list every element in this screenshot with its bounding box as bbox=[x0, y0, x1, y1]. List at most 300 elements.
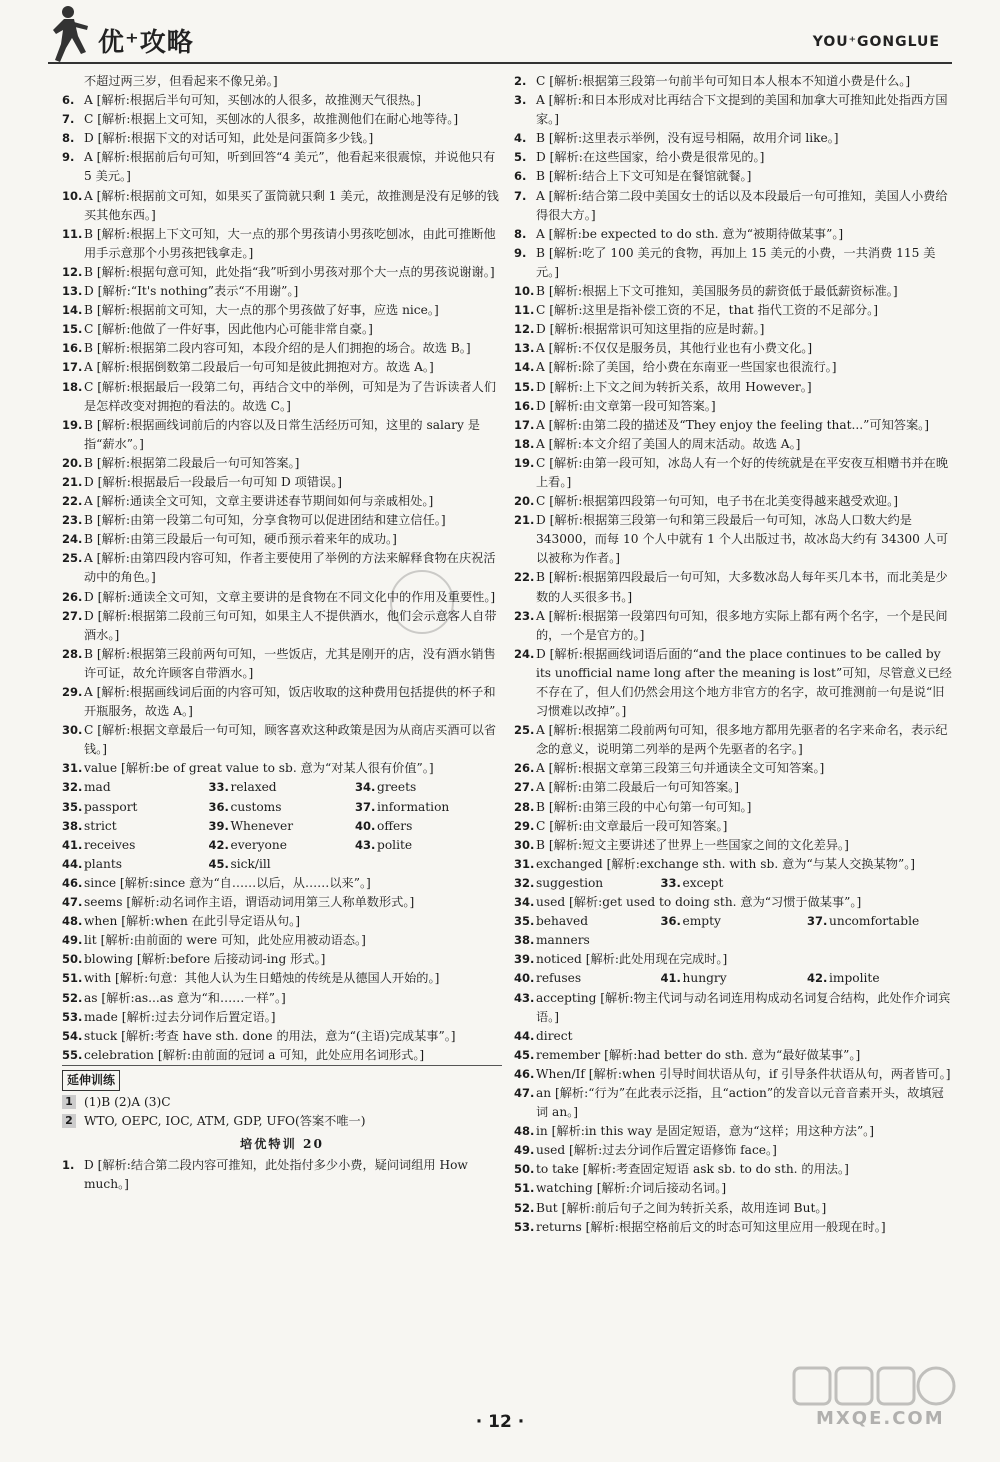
answer-number: 15. bbox=[514, 379, 535, 394]
section-title: 培优特训 20 bbox=[240, 1137, 324, 1152]
answer-number: 45. bbox=[514, 1047, 535, 1062]
answer-text: direct bbox=[536, 1028, 573, 1043]
answer-item bbox=[514, 244, 954, 282]
answer-number: 26. bbox=[514, 761, 535, 776]
answer-item bbox=[62, 110, 502, 129]
answer-text: C [解析:根据第三段第一句前半句可知日本人根本不知道小费是什么。] bbox=[536, 74, 911, 88]
answer-text: accepting [解析:物主代词与动名词连用构成动名词复合结构，此处作介词宾语。] bbox=[536, 990, 951, 1024]
answer-row bbox=[62, 817, 502, 836]
answer-item bbox=[62, 549, 502, 587]
answer-text: plants bbox=[84, 856, 122, 871]
answer-text: B [解析:根据上下文可知，大一点的那个男孩请小男孩吃刨冰，由此可推断他用手示意那个小男孩把钱拿走。] bbox=[84, 226, 496, 260]
answer-number: 28. bbox=[514, 799, 535, 814]
answer-number: 24. bbox=[62, 532, 83, 547]
answer-item bbox=[514, 320, 954, 339]
answer-text: as [解析:as...as 意为“和……一样”。] bbox=[84, 990, 286, 1005]
extension-text: (1)B (2)A (3)C bbox=[84, 1094, 171, 1109]
answer-number: 22. bbox=[514, 570, 535, 585]
answer-number: 29. bbox=[62, 685, 83, 699]
answer-number: 47. bbox=[514, 1085, 535, 1100]
answer-number: 23. bbox=[514, 608, 535, 623]
answer-cell bbox=[661, 969, 808, 988]
answer-item bbox=[514, 645, 954, 721]
answer-text: seems [解析:动名词作主语，谓语动词用第三人称单数形式。] bbox=[84, 895, 415, 910]
extension-item bbox=[62, 1112, 502, 1131]
answer-cell bbox=[209, 778, 356, 797]
answer-number: 12. bbox=[62, 264, 83, 279]
answer-cell bbox=[807, 912, 954, 931]
answer-row bbox=[514, 874, 954, 893]
answer-text: B [解析:这里表示举例，没有逗号相隔，故用介词 like。] bbox=[536, 131, 839, 146]
answer-item bbox=[514, 72, 954, 91]
answer-text: A [解析:be expected to do sth. 意为“被期待做某事”。] bbox=[536, 226, 844, 241]
answer-item bbox=[514, 1084, 954, 1122]
extension-text: WTO, OEPC, IOC, ATM, GDP, UFO(答案不唯一) bbox=[84, 1114, 366, 1129]
answer-number: 36. bbox=[660, 914, 681, 929]
answer-number: 27. bbox=[62, 608, 83, 623]
answer-text: stuck [解析:考查 have sth. done 的用法，意为“(主语)完成某事”。] bbox=[84, 1028, 456, 1043]
answer-text: B [解析:吃了 100 美元的食物，再加上 15 美元的小费，一共消费 115 美元。] bbox=[536, 245, 936, 279]
answer-text: polite bbox=[377, 837, 413, 852]
answer-text: A [解析:根据第二段前两句可知，很多地方都用先驱者的名字来命名，表示纪念的意义，说明第二列举的是两个先驱者的名字。] bbox=[536, 723, 948, 757]
answer-text: A [解析:根据倒数第二段最后一句可知是彼此拥抱对方。故选 A。] bbox=[84, 360, 434, 375]
answer-text: D [解析:根据第三段第一句和第三段最后一句可知，冰岛人口数大约是 343000，而每 10 个人中就有 1 个人出版过书，故冰岛大约有 34300 人可以被称为作者。] bbox=[536, 513, 949, 566]
answer-text: C [解析:根据文章最后一句可知，顾客喜欢这种政策是因为从商店买酒可以省钱。] bbox=[84, 723, 497, 757]
answer-item bbox=[62, 607, 502, 645]
answer-cell bbox=[514, 874, 661, 893]
answer-text: with [解析:句意：其他人认为生日蜡烛的传统是从德国人开始的。] bbox=[84, 971, 440, 986]
answer-item bbox=[62, 282, 502, 301]
answer-item bbox=[62, 91, 502, 110]
answer-item bbox=[514, 1046, 954, 1065]
answer-number: 46. bbox=[62, 875, 83, 890]
answer-text: B [解析:短文主要讲述了世界上一些国家之间的文化差异。] bbox=[536, 837, 849, 852]
answer-number: 27. bbox=[514, 780, 535, 795]
answer-number: 29. bbox=[514, 818, 535, 833]
answer-item bbox=[62, 187, 502, 225]
answer-number: 22. bbox=[62, 494, 83, 509]
answer-text: an [解析:“行为”在此表示泛指，且“action”的发音以元音音素开头，故填冠词 an。] bbox=[536, 1085, 944, 1120]
answer-item bbox=[62, 454, 502, 473]
answer-item bbox=[514, 893, 954, 912]
answer-text: A [解析:由第四段内容可知，作者主要使用了举例的方法来解释食物在庆祝活动中的角色。] bbox=[84, 551, 496, 585]
answer-text: B [解析:根据画线词前后的内容以及日常生活经历可知，这里的 salary 是指“薪水”。] bbox=[84, 417, 480, 451]
answer-number: 35. bbox=[514, 914, 535, 929]
answer-text: passport bbox=[84, 799, 138, 814]
answer-item bbox=[514, 950, 954, 969]
answer-number: 21. bbox=[514, 513, 535, 528]
answer-number: 38. bbox=[514, 933, 535, 948]
watermark-text: MXQE.COM bbox=[816, 1408, 945, 1429]
answer-number: 25. bbox=[514, 723, 535, 738]
answer-number: 36. bbox=[208, 799, 229, 814]
answer-number: 11. bbox=[62, 226, 83, 241]
answer-number: 41. bbox=[62, 837, 83, 852]
answer-item bbox=[514, 435, 954, 454]
answer-item bbox=[514, 91, 954, 129]
answer-text: B [解析:由第三段的中心句第一句可知。] bbox=[536, 799, 752, 814]
answer-number: 54. bbox=[62, 1028, 83, 1043]
answer-item bbox=[62, 416, 502, 454]
answer-cell bbox=[355, 836, 502, 855]
answer-text: blowing [解析:before 后接动词-ing 形式。] bbox=[84, 952, 326, 967]
answer-number: 23. bbox=[62, 513, 83, 528]
answer-number: 49. bbox=[62, 933, 83, 948]
answer-cell bbox=[209, 798, 356, 817]
answer-item bbox=[514, 989, 954, 1027]
watermark-logo bbox=[790, 1362, 960, 1432]
answer-text: A [解析:和日本形成对比再结合下文提到的美国和加拿大可推知此处指西方国家。] bbox=[536, 93, 948, 127]
answer-row bbox=[62, 836, 502, 855]
brand-name: YOU⁺GONGLUE bbox=[812, 34, 940, 50]
answer-item bbox=[514, 148, 954, 167]
answer-number: 41. bbox=[660, 971, 681, 986]
right-column bbox=[514, 72, 954, 1237]
answer-number: 47. bbox=[62, 895, 83, 910]
answer-item bbox=[514, 339, 954, 358]
header-rule bbox=[48, 62, 952, 64]
answer-number: 11. bbox=[514, 303, 535, 318]
answer-number: 4. bbox=[514, 131, 527, 146]
answer-number: 34. bbox=[514, 895, 535, 910]
answer-item bbox=[62, 645, 502, 683]
answer-cell bbox=[355, 855, 502, 874]
answer-number: 5. bbox=[514, 150, 527, 165]
answer-number: 38. bbox=[62, 818, 83, 833]
answer-number: 14. bbox=[514, 360, 535, 375]
answer-cell bbox=[62, 836, 209, 855]
answer-text: used [解析:过去分词作后置定语修饰 face。] bbox=[536, 1143, 777, 1158]
answer-cell bbox=[807, 874, 954, 893]
answer-item bbox=[514, 568, 954, 606]
answer-item bbox=[62, 759, 502, 778]
answer-number: 39. bbox=[514, 952, 535, 967]
answer-number: 7. bbox=[514, 188, 527, 203]
answer-number: 31. bbox=[62, 761, 83, 776]
answer-number: 2. bbox=[514, 74, 527, 88]
answer-item bbox=[62, 969, 502, 988]
answer-item bbox=[62, 683, 502, 721]
answer-text: C [解析:这里是指补偿工资的不足，that 指代工资的不足部分。] bbox=[536, 303, 878, 318]
section-divider bbox=[62, 1065, 502, 1066]
extension-label: 延伸训练 bbox=[62, 1070, 120, 1091]
answer-text: A [解析:根据画线词后面的内容可知，饭店收取的这种费用包括提供的杯子和开瓶服务，故选 A。] bbox=[84, 685, 496, 719]
answer-number: 13. bbox=[62, 284, 83, 299]
answer-item bbox=[62, 320, 502, 339]
answer-text: exchanged [解析:exchange sth. with sb. 意为“与某人交换某物”。] bbox=[536, 856, 916, 871]
answer-item bbox=[514, 855, 954, 874]
answer-number: 19. bbox=[62, 417, 83, 432]
answer-text: D [解析:根据画线词语后面的“and the place continues to be called by its unofficial name long after the meaning is lost”可知，尽管意义已经不存在了，但人们仍然会用这个地方非官方的名字，故可推测前一句是说“旧习惯难以改掉”。] bbox=[536, 646, 952, 719]
answer-item bbox=[514, 397, 954, 416]
answer-number: 40. bbox=[355, 818, 376, 833]
book-logo: 优⁺攻略 bbox=[98, 28, 194, 58]
answer-item bbox=[62, 129, 502, 148]
answer-item bbox=[514, 759, 954, 778]
answer-number: 6. bbox=[62, 93, 75, 108]
answer-text: D [解析:根据最后一段最后一句可知 D 项错误。] bbox=[84, 474, 343, 489]
answer-text: B [解析:根据第二段内容可知，本段介绍的是人们拥抱的场合。故选 B。] bbox=[84, 341, 471, 356]
answer-item bbox=[514, 817, 954, 836]
answer-text: relaxed bbox=[230, 780, 277, 795]
answer-item bbox=[62, 263, 502, 282]
answer-number: 48. bbox=[514, 1124, 535, 1139]
answer-number: 42. bbox=[208, 837, 229, 852]
answer-number: 53. bbox=[514, 1219, 535, 1234]
answer-item bbox=[514, 1027, 954, 1046]
answer-row bbox=[62, 798, 502, 817]
answer-cell bbox=[209, 817, 356, 836]
answer-cell bbox=[62, 855, 209, 874]
answer-number: 39. bbox=[208, 818, 229, 833]
answer-text: B [解析:由第一段第二句可知，分享食物可以促进团结和建立信任。] bbox=[84, 513, 446, 528]
answer-text: customs bbox=[230, 799, 282, 814]
answer-text: to take [解析:考查固定短语 ask sb. to do sth. 的用法。] bbox=[536, 1162, 849, 1177]
answer-cell bbox=[62, 817, 209, 836]
answer-cell bbox=[62, 778, 209, 797]
answer-text: D [解析:“It's nothing”表示“不用谢”。] bbox=[84, 284, 299, 299]
answer-item bbox=[514, 607, 954, 645]
answer-text: behaved bbox=[536, 914, 589, 929]
answer-cell bbox=[661, 912, 808, 931]
answer-item bbox=[514, 1065, 954, 1084]
answer-text: D [解析:根据第二段前三句可知，如果主人不提供酒水，他们会示意客人自带酒水。] bbox=[84, 608, 497, 642]
answer-number: 10. bbox=[62, 188, 83, 203]
answer-text: C [解析:由第一段可知，冰岛人有一个好的传统就是在平安夜互相赠书并在晚上看。] bbox=[536, 455, 949, 489]
answer-number: 16. bbox=[62, 341, 83, 356]
answer-number: 9. bbox=[514, 245, 527, 260]
answer-item bbox=[62, 1008, 502, 1027]
answer-item bbox=[514, 1122, 954, 1141]
left-column bbox=[62, 72, 502, 1194]
answer-item bbox=[514, 1141, 954, 1160]
answer-text: A [解析:由第二段最后一句可知答案。] bbox=[536, 780, 740, 795]
answer-text: C [解析:根据第四段第一句可知，电子书在北美变得越来越受欢迎。] bbox=[536, 494, 898, 509]
answer-item bbox=[514, 1199, 954, 1218]
answer-number: 44. bbox=[514, 1028, 535, 1043]
answer-text: value [解析:be of great value to sb. 意为“对某人很有价值”。] bbox=[84, 761, 434, 776]
answer-text: B [解析:由第三段最后一句可知，硬币预示着来年的成功。] bbox=[84, 532, 397, 547]
answer-item bbox=[514, 931, 954, 950]
answer-item bbox=[62, 912, 502, 931]
answer-number: 25. bbox=[62, 551, 83, 566]
answer-text: C [解析:由文章最后一段可知答案。] bbox=[536, 818, 728, 833]
answer-number: 21. bbox=[62, 474, 83, 489]
answer-item bbox=[62, 378, 502, 416]
answer-text: when [解析:when 在此引导定语从句。] bbox=[84, 914, 301, 929]
answer-text: remember [解析:had better do sth. 意为“最好做某事”。] bbox=[536, 1047, 861, 1062]
answer-item bbox=[514, 778, 954, 797]
answer-text: D [解析:通读全文可知，文章主要讲的是食物在不同文化中的作用及重要性。] bbox=[84, 589, 496, 604]
answer-number: 18. bbox=[514, 436, 535, 451]
answer-item bbox=[62, 530, 502, 549]
answer-item bbox=[62, 1156, 502, 1194]
answer-item bbox=[514, 721, 954, 759]
extension-number: 1 bbox=[62, 1095, 76, 1109]
answer-cell bbox=[355, 817, 502, 836]
answer-number: 24. bbox=[514, 646, 535, 661]
extension-item bbox=[62, 1093, 502, 1112]
answer-item bbox=[62, 893, 502, 912]
answer-text: made [解析:过去分词作后置定语。] bbox=[84, 1009, 276, 1024]
answer-text: B [解析:根据第三段前两句可知，一些饭店，尤其是刚开的店，没有酒水销售许可证，故允许顾客自带酒水。] bbox=[84, 646, 496, 680]
answer-item bbox=[62, 72, 502, 91]
answer-text: D [解析:上下文之间为转折关系，故用 However。] bbox=[536, 379, 812, 394]
answer-number: 17. bbox=[514, 417, 535, 432]
answer-number: 37. bbox=[355, 799, 376, 814]
answer-row bbox=[514, 912, 954, 931]
answer-number: 13. bbox=[514, 341, 535, 356]
answer-text: refuses bbox=[536, 971, 582, 986]
answer-text: A [解析:根据第一段第四句可知，很多地方实际上都有两个名字，一个是民间的，一个是官方的。] bbox=[536, 608, 948, 642]
answer-item bbox=[514, 836, 954, 855]
answer-number: 12. bbox=[514, 322, 535, 337]
answer-number: 34. bbox=[355, 780, 376, 795]
answer-item bbox=[62, 148, 502, 186]
answer-text: D [解析:在这些国家，给小费是很常见的。] bbox=[536, 150, 765, 165]
answer-text: receives bbox=[84, 837, 136, 852]
answer-text: sick/ill bbox=[230, 856, 271, 871]
answer-number: 50. bbox=[62, 952, 83, 967]
answer-number: 40. bbox=[514, 971, 535, 986]
answer-text: returns [解析:根据空格前后文的时态可知这里应用一般现在时。] bbox=[536, 1219, 886, 1234]
answer-item bbox=[62, 473, 502, 492]
answer-cell bbox=[807, 969, 954, 988]
answer-text: Whenever bbox=[230, 818, 294, 833]
answer-text: greets bbox=[377, 780, 417, 795]
answer-cell bbox=[661, 874, 808, 893]
answer-item bbox=[62, 721, 502, 759]
answer-number: 52. bbox=[514, 1200, 535, 1215]
answer-item bbox=[514, 1179, 954, 1198]
answer-item bbox=[62, 1046, 502, 1065]
answer-number: 14. bbox=[62, 303, 83, 318]
answer-text: A [解析:根据前文可知，如果买了蛋筒就只剩 1 美元，故推测是没有足够的钱买其他东西。] bbox=[84, 188, 499, 222]
answer-number: 46. bbox=[514, 1066, 535, 1081]
answer-number: 19. bbox=[514, 455, 535, 470]
answer-item bbox=[514, 301, 954, 320]
answer-number: 53. bbox=[62, 1009, 83, 1024]
answer-number: 20. bbox=[514, 494, 535, 509]
answer-text: manners bbox=[536, 933, 590, 948]
answer-text: A [解析:根据前后句可知，听到回答“4 美元”，他看起来很震惊，并说他只有 5 美元。] bbox=[84, 150, 496, 184]
answer-item bbox=[62, 874, 502, 893]
answer-cell bbox=[209, 836, 356, 855]
answer-number: 10. bbox=[514, 284, 535, 299]
answer-text: C [解析:根据最后一段第二句，再结合文中的举例，可知是为了告诉读者人们是怎样改变对拥抱的看法的。故选 C。] bbox=[84, 379, 497, 413]
answer-item bbox=[62, 1027, 502, 1046]
answer-number: 32. bbox=[62, 780, 83, 795]
answer-item bbox=[62, 588, 502, 607]
answer-text: A [解析:结合第二段中美国女士的话以及本段最后一句可推知，美国人小费给得很大方。] bbox=[536, 188, 948, 222]
answer-row bbox=[62, 855, 502, 874]
answer-text: offers bbox=[377, 818, 413, 833]
answer-item bbox=[514, 358, 954, 377]
answer-item bbox=[514, 129, 954, 148]
answer-number: 52. bbox=[62, 990, 83, 1005]
answer-text: A [解析:不仅仅是服务员，其他行业也有小费文化。] bbox=[536, 341, 813, 356]
answer-cell bbox=[355, 778, 502, 797]
answer-text: in [解析:in this way 是固定短语，意为“这样；用这种方法”。] bbox=[536, 1124, 875, 1139]
answer-number: 43. bbox=[514, 990, 535, 1005]
answer-text: A [解析:本文介绍了美国人的周末活动。故选 A。] bbox=[536, 436, 801, 451]
answer-text: strict bbox=[84, 818, 117, 833]
answer-number: 6. bbox=[514, 169, 527, 184]
answer-item bbox=[514, 378, 954, 397]
answer-item bbox=[514, 167, 954, 186]
answer-item bbox=[514, 511, 954, 568]
answer-text: D [解析:由文章第一段可知答案。] bbox=[536, 398, 716, 413]
answer-number: 30. bbox=[62, 723, 83, 738]
answer-number: 44. bbox=[62, 856, 83, 871]
answer-number: 8. bbox=[514, 226, 527, 241]
answer-text: empty bbox=[682, 914, 721, 929]
answer-cell bbox=[514, 969, 661, 988]
answer-cell bbox=[209, 855, 356, 874]
answer-text: celebration [解析:由前面的冠词 a 可知，此处应用名词形式。] bbox=[84, 1047, 425, 1062]
answer-text: information bbox=[377, 799, 450, 814]
answer-text: A [解析:由第二段的描述及“They enjoy the feeling that...”可知答案。] bbox=[536, 417, 929, 432]
answer-text: A [解析:根据文章第三段第三句并通读全文可知答案。] bbox=[536, 761, 825, 776]
answer-text: hungry bbox=[682, 971, 727, 986]
answer-number: 28. bbox=[62, 646, 83, 661]
answer-item bbox=[514, 798, 954, 817]
answer-text: uncomfortable bbox=[829, 914, 920, 929]
answer-item bbox=[514, 492, 954, 511]
answer-number: 45. bbox=[208, 856, 229, 871]
answer-text: everyone bbox=[230, 837, 287, 852]
answer-item bbox=[62, 989, 502, 1008]
answer-text: B [解析:结合上下文可知是在餐馆就餐。] bbox=[536, 169, 752, 184]
answer-text: D [解析:根据下文的对话可知，此处是问蛋筒多少钱。] bbox=[84, 131, 374, 146]
answer-number: 20. bbox=[62, 455, 83, 470]
answer-text: watching [解析:介词后接动名词。] bbox=[536, 1181, 727, 1196]
answer-cell bbox=[355, 798, 502, 817]
answer-number: 17. bbox=[62, 360, 83, 375]
answer-text: C [解析:根据上文可知，买刨冰的人很多，故推测他们在耐心地等待。] bbox=[84, 112, 459, 127]
answer-number: 33. bbox=[660, 875, 681, 890]
answer-item bbox=[514, 1218, 954, 1237]
answer-text: When/If [解析:when 引导时间状语从句，if 引导条件状语从句，两者皆可。] bbox=[536, 1066, 951, 1081]
answer-item bbox=[62, 950, 502, 969]
answer-item bbox=[514, 225, 954, 244]
answer-item bbox=[514, 416, 954, 435]
page-header bbox=[0, 0, 1000, 66]
answer-item bbox=[62, 301, 502, 320]
answer-item bbox=[62, 358, 502, 377]
answer-text: D [解析:结合第二段内容可推知，此处指付多少小费，疑问词组用 How much。] bbox=[84, 1158, 468, 1192]
answer-number: 15. bbox=[62, 322, 83, 337]
answer-number: 30. bbox=[514, 837, 535, 852]
answer-number: 33. bbox=[208, 780, 229, 795]
answer-number: 32. bbox=[514, 875, 535, 890]
answer-text: D [解析:根据常识可知这里指的应是时薪。] bbox=[536, 322, 765, 337]
answer-item bbox=[62, 225, 502, 263]
answer-number: 50. bbox=[514, 1162, 535, 1177]
answer-text: A [解析:根据后半句可知，买刨冰的人很多，故推测天气很热。] bbox=[84, 93, 422, 108]
answer-row bbox=[514, 969, 954, 988]
answer-item bbox=[514, 1160, 954, 1179]
answer-number: 18. bbox=[62, 379, 83, 394]
answer-text: suggestion bbox=[536, 875, 604, 890]
answer-text: impolite bbox=[829, 971, 880, 986]
answer-number: 48. bbox=[62, 914, 83, 929]
extension-number: 2 bbox=[62, 1114, 76, 1128]
answer-cell bbox=[514, 912, 661, 931]
answer-text: B [解析:根据句意可知，此处指“我”听到小男孩对那个大一点的男孩说谢谢。] bbox=[84, 264, 495, 279]
page-number: · 12 · bbox=[475, 1412, 525, 1432]
answer-number: 35. bbox=[62, 799, 83, 814]
